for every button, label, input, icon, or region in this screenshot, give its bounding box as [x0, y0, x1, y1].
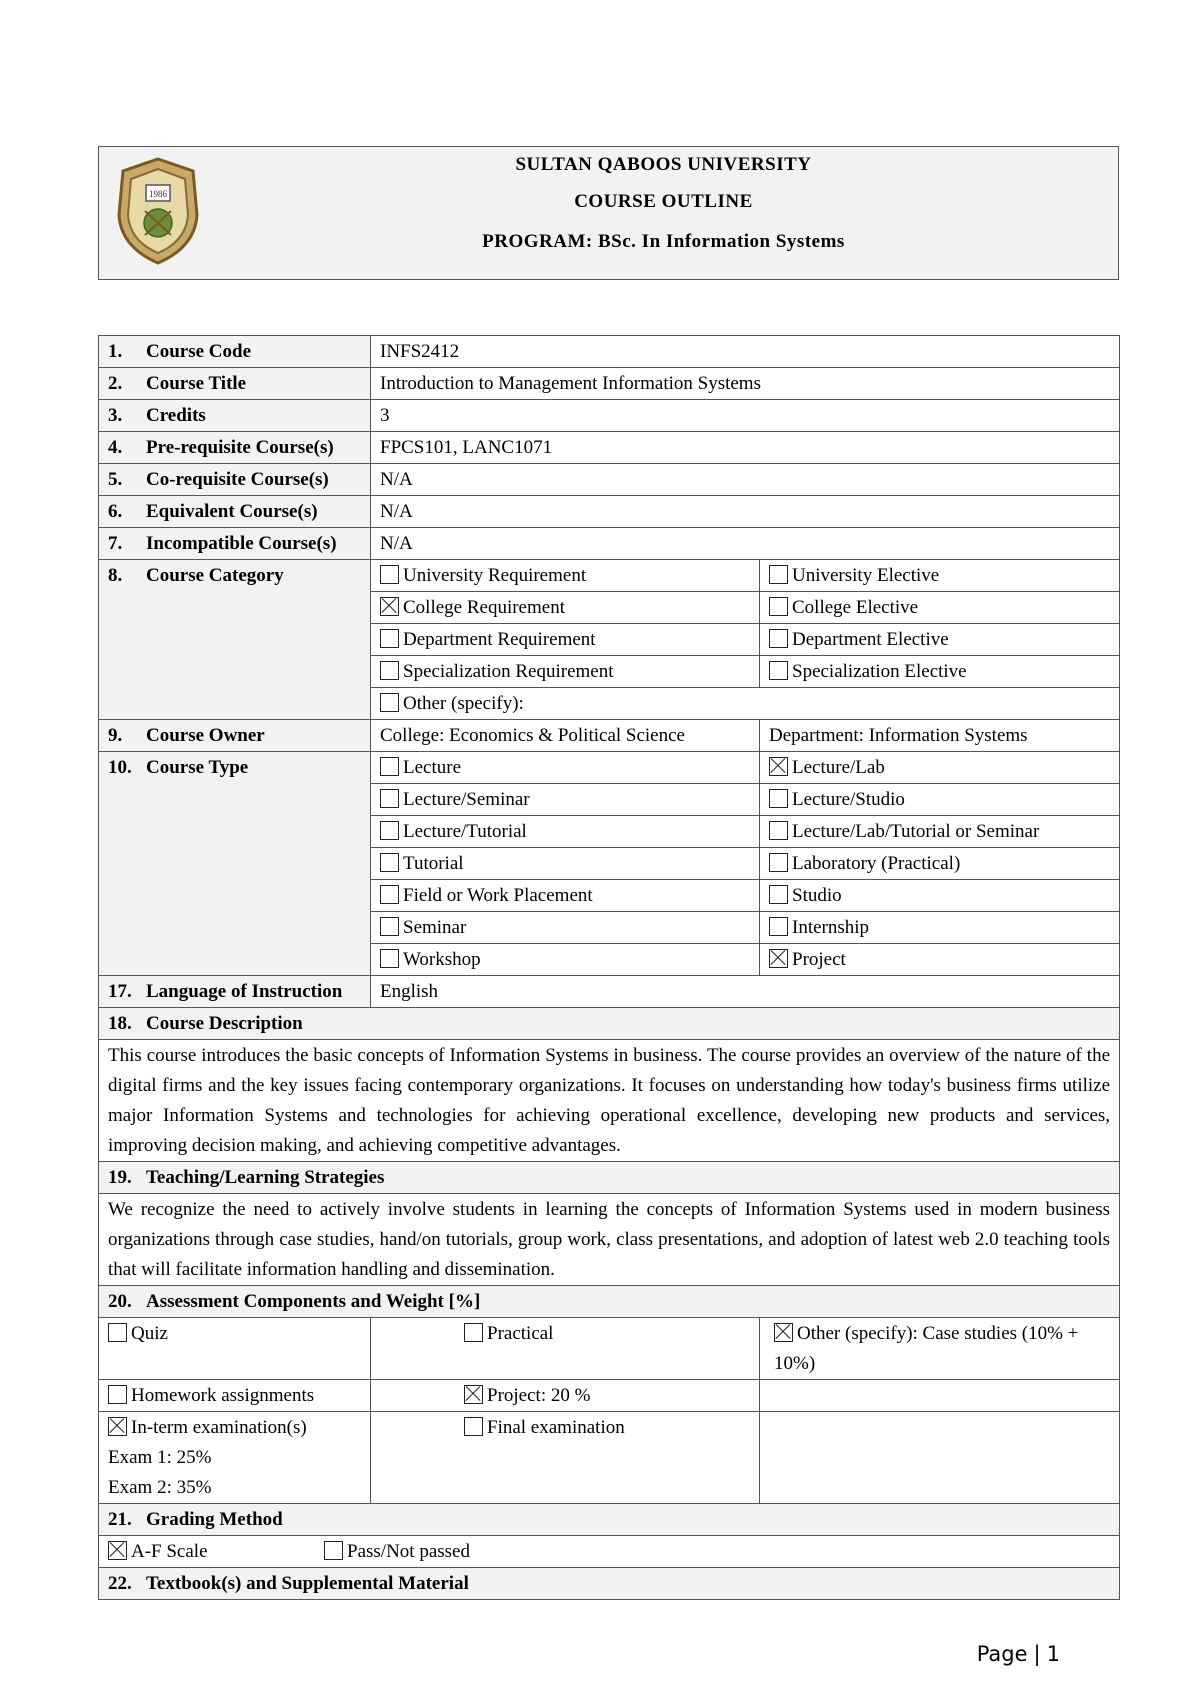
- option-project[interactable]: Project: [760, 944, 1120, 976]
- checkbox-internship[interactable]: [769, 917, 788, 936]
- row-grading-options: [99, 1536, 1120, 1568]
- checkbox-other[interactable]: [380, 693, 399, 712]
- option-university-elective[interactable]: University Elective: [760, 560, 1120, 592]
- checkbox-lecture-tutorial[interactable]: [380, 821, 399, 840]
- assessment-final[interactable]: Final examination: [371, 1412, 760, 1504]
- header-box: [98, 146, 1119, 280]
- row-course-type: 10. Course Type Lecture Lecture/Lab: [99, 752, 1120, 784]
- value-credits: 3: [371, 400, 1120, 432]
- value-corequisite: N/A: [371, 464, 1120, 496]
- label-course-code: Course Code: [146, 341, 252, 362]
- row-assessment: [99, 1412, 1120, 1504]
- checkbox-interm-checked[interactable]: [108, 1417, 127, 1436]
- row-teaching-text: [99, 1194, 1120, 1286]
- university-name: SULTAN QABOOS UNIVERSITY: [515, 154, 812, 175]
- row-language: 17. Language of Instruction English: [99, 976, 1120, 1008]
- option-other[interactable]: Other (specify):: [371, 688, 1120, 720]
- label-incompatible: Incompatible Course(s): [146, 533, 337, 554]
- checkbox-lecture-lab-tutorial-seminar[interactable]: [769, 821, 788, 840]
- value-course-title: Introduction to Management Information Systems: [371, 368, 1120, 400]
- checkbox-field-work-placement[interactable]: [380, 885, 399, 904]
- page-footer: [977, 1642, 1060, 1666]
- checkbox-laboratory[interactable]: [769, 853, 788, 872]
- option-laboratory[interactable]: Laboratory (Practical): [760, 848, 1120, 880]
- row-course-owner: 9. Course Owner College: Economics & Political Science Department: Information Systems: [99, 720, 1120, 752]
- value-language: English: [371, 976, 1120, 1008]
- value-owner-college: College: Economics & Political Science: [371, 720, 760, 752]
- checkbox-practical[interactable]: [464, 1323, 483, 1342]
- page-label: Page: [976, 1642, 1028, 1666]
- section-assessment: 20. Assessment Components and Weight [%]: [99, 1286, 1120, 1318]
- label-teaching-strategies: Teaching/Learning Strategies: [146, 1167, 385, 1188]
- option-lecture-lab-tutorial-seminar[interactable]: Lecture/Lab/Tutorial or Seminar: [760, 816, 1120, 848]
- checkbox-studio[interactable]: [769, 885, 788, 904]
- label-prerequisite: Pre-requisite Course(s): [146, 437, 334, 458]
- row-corequisite: 5. Co-requisite Course(s) N/A: [99, 464, 1120, 496]
- label-course-title: Course Title: [146, 373, 247, 394]
- value-incompatible: N/A: [371, 528, 1120, 560]
- checkbox-seminar[interactable]: [380, 917, 399, 936]
- row-category: 8. Course Category University Requirement University Elective: [99, 560, 1120, 592]
- value-course-code: INFS2412: [371, 336, 1120, 368]
- option-department-elective[interactable]: Department Elective: [760, 624, 1120, 656]
- teaching-strategies-text: We recognize the need to actively involve students in learning the concepts of Information Systems used in modern business organizations through case studies, hand/on tutorials, group work, class presentations, and adoption of latest web 2.0 teaching tools that will facilitate information handling and dissemination.: [99, 1194, 1120, 1286]
- section-teaching-strategies: 19. Teaching/Learning Strategies: [99, 1162, 1120, 1194]
- assessment-empty-cell: [760, 1412, 1120, 1504]
- label-course-category: Course Category: [146, 565, 284, 586]
- row-credits: 3. Credits 3: [99, 400, 1120, 432]
- option-af-scale[interactable]: A-F Scale: [108, 1537, 324, 1567]
- page-number: 1: [1046, 1642, 1060, 1666]
- row-assessment: [99, 1380, 1120, 1412]
- option-studio[interactable]: Studio: [760, 880, 1120, 912]
- option-specialization-requirement[interactable]: Specialization Requirement: [371, 656, 760, 688]
- value-owner-department: Department: Information Systems: [760, 720, 1120, 752]
- option-field-work-placement[interactable]: Field or Work Placement: [371, 880, 760, 912]
- checkbox-university-requirement[interactable]: [380, 565, 399, 584]
- option-workshop[interactable]: Workshop: [371, 944, 760, 976]
- row-course-title: 2. Course Title Introduction to Management Information Systems: [99, 368, 1120, 400]
- section-textbook: 22. Textbook(s) and Supplemental Material: [99, 1568, 1120, 1600]
- row-course-code: 1. Course Code INFS2412: [99, 336, 1120, 368]
- label-assessment: Assessment Components and Weight [%]: [146, 1291, 481, 1312]
- checkbox-lecture-seminar[interactable]: [380, 789, 399, 808]
- assessment-empty-cell: [760, 1380, 1120, 1412]
- section-grading: 21. Grading Method: [99, 1504, 1120, 1536]
- checkbox-quiz[interactable]: [108, 1323, 127, 1342]
- checkbox-department-requirement[interactable]: [380, 629, 399, 648]
- row-assessment: [99, 1318, 1120, 1380]
- label-textbook: Textbook(s) and Supplemental Material: [146, 1573, 469, 1594]
- label-grading: Grading Method: [146, 1509, 283, 1530]
- university-logo-icon: [113, 155, 203, 267]
- assessment-project[interactable]: Project: 20 %: [371, 1380, 760, 1412]
- exam-1-weight: Exam 1: 25%: [108, 1447, 212, 1468]
- document-title: COURSE OUTLINE: [574, 191, 753, 212]
- checkbox-lecture-lab-checked[interactable]: [769, 757, 788, 776]
- checkbox-college-requirement-checked[interactable]: [380, 597, 399, 616]
- option-university-requirement[interactable]: University Requirement: [371, 560, 760, 592]
- assessment-quiz[interactable]: Quiz: [99, 1318, 371, 1380]
- assessment-practical[interactable]: Practical: [371, 1318, 760, 1380]
- checkbox-department-elective[interactable]: [769, 629, 788, 648]
- page-separator: |: [1033, 1642, 1041, 1666]
- value-prerequisite: FPCS101, LANC1071: [371, 432, 1120, 464]
- assessment-homework[interactable]: Homework assignments: [99, 1380, 371, 1412]
- checkbox-tutorial[interactable]: [380, 853, 399, 872]
- checkbox-lecture[interactable]: [380, 757, 399, 776]
- checkbox-university-elective[interactable]: [769, 565, 788, 584]
- checkbox-other-assessment-checked[interactable]: [774, 1323, 793, 1342]
- section-course-description: 18. Course Description: [99, 1008, 1120, 1040]
- option-tutorial[interactable]: Tutorial: [371, 848, 760, 880]
- checkbox-workshop[interactable]: [380, 949, 399, 968]
- label-course-type: Course Type: [146, 757, 249, 778]
- row-prerequisite: 4. Pre-requisite Course(s) FPCS101, LANC1071: [99, 432, 1120, 464]
- row-description-text: [99, 1040, 1120, 1162]
- option-college-elective[interactable]: College Elective: [760, 592, 1120, 624]
- option-lecture-lab[interactable]: Lecture/Lab: [760, 752, 1120, 784]
- label-language: Language of Instruction: [146, 981, 343, 1002]
- assessment-other[interactable]: Other (specify): Case studies (10% + 10%): [760, 1318, 1120, 1380]
- course-outline-table: [98, 335, 1120, 1600]
- label-corequisite: Co-requisite Course(s): [146, 469, 329, 490]
- logo-text: 1986: [149, 189, 167, 199]
- option-lecture-tutorial[interactable]: Lecture/Tutorial: [371, 816, 760, 848]
- checkbox-college-elective[interactable]: [769, 597, 788, 616]
- option-specialization-elective[interactable]: Specialization Elective: [760, 656, 1120, 688]
- checkbox-af-scale-checked[interactable]: [108, 1541, 127, 1560]
- checkbox-project-assessment-checked[interactable]: [464, 1385, 483, 1404]
- label-course-description: Course Description: [146, 1013, 303, 1034]
- option-lecture-seminar[interactable]: Lecture/Seminar: [371, 784, 760, 816]
- checkbox-lecture-studio[interactable]: [769, 789, 788, 808]
- option-lecture[interactable]: Lecture: [371, 752, 760, 784]
- exam-2-weight: Exam 2: 35%: [108, 1477, 212, 1498]
- program-title: PROGRAM: BSc. In Information Systems: [482, 231, 845, 252]
- label-credits: Credits: [146, 405, 206, 426]
- checkbox-final-exam[interactable]: [464, 1417, 483, 1436]
- option-internship[interactable]: Internship: [760, 912, 1120, 944]
- checkbox-homework[interactable]: [108, 1385, 127, 1404]
- checkbox-project-checked[interactable]: [769, 949, 788, 968]
- option-department-requirement[interactable]: Department Requirement: [371, 624, 760, 656]
- checkbox-specialization-requirement[interactable]: [380, 661, 399, 680]
- row-incompatible: 7. Incompatible Course(s) N/A: [99, 528, 1120, 560]
- label-course-owner: Course Owner: [146, 725, 265, 746]
- option-pass-not-passed[interactable]: Pass/Not passed: [324, 1541, 470, 1562]
- checkbox-pass-not-passed[interactable]: [324, 1541, 343, 1560]
- row-equivalent: 6. Equivalent Course(s) N/A: [99, 496, 1120, 528]
- assessment-interm[interactable]: In-term examination(s) Exam 1: 25% Exam 2: 35%: [99, 1412, 371, 1504]
- label-equivalent: Equivalent Course(s): [146, 501, 318, 522]
- value-equivalent: N/A: [371, 496, 1120, 528]
- course-description-text: This course introduces the basic concepts of Information Systems in business. The course provides an overview of the nature of the digital firms and the key issues facing contemporary organizations. It focuses on understanding how today's business firms utilize major Information Systems and technologies for achieving operational excellence, developing new products and services, improving decision making, and achieving competitive advantages.: [99, 1040, 1120, 1162]
- option-college-requirement[interactable]: College Requirement: [371, 592, 760, 624]
- option-seminar[interactable]: Seminar: [371, 912, 760, 944]
- option-lecture-studio[interactable]: Lecture/Studio: [760, 784, 1120, 816]
- checkbox-specialization-elective[interactable]: [769, 661, 788, 680]
